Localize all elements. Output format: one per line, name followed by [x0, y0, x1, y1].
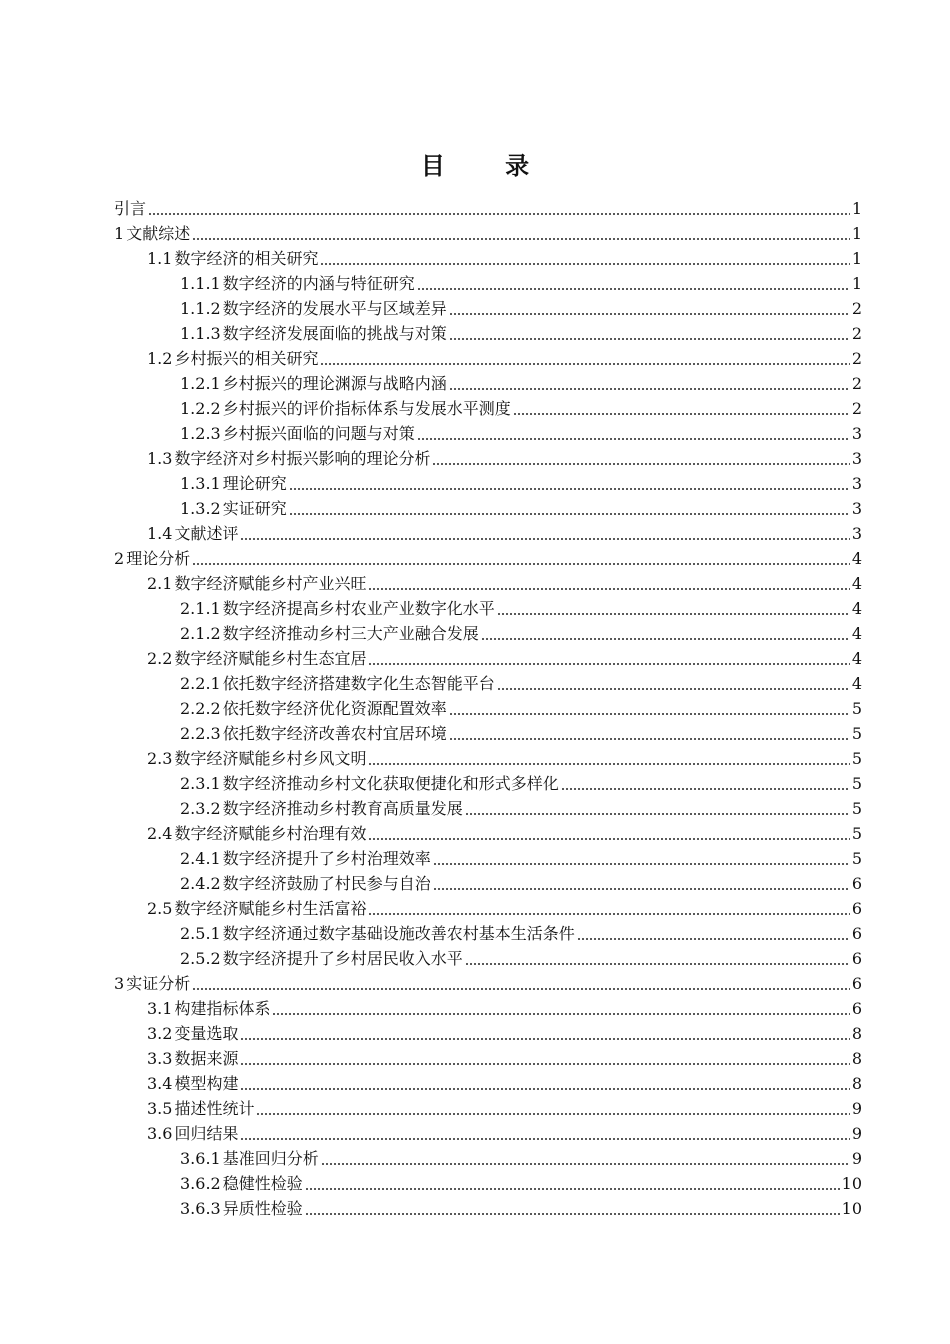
- toc-entry[interactable]: [114, 1044, 862, 1069]
- toc-entry-page: 5: [851, 774, 862, 793]
- dot-leader: [368, 663, 849, 665]
- toc-entry-number: 2.5.1: [180, 924, 221, 943]
- toc-entry-label: 数字经济发展面临的挑战与对策: [222, 324, 447, 343]
- toc-entry[interactable]: [114, 1144, 862, 1169]
- toc-entry[interactable]: [114, 394, 862, 419]
- dot-leader: [321, 1163, 850, 1165]
- toc-entry-label: 依托数字经济优化资源配置效率: [222, 699, 447, 718]
- toc-entry-page: 5: [851, 724, 862, 743]
- toc-entry-label: 数字经济赋能乡村生活富裕: [174, 899, 367, 918]
- toc-entry-number: 1.3.2: [180, 499, 221, 518]
- toc-entry[interactable]: [114, 1094, 862, 1119]
- toc-entry[interactable]: [114, 194, 862, 219]
- toc-entry[interactable]: [114, 844, 862, 869]
- toc-entry-number: 1.2.3: [180, 424, 221, 443]
- toc-entry-label: 变量选取: [174, 1024, 239, 1043]
- toc-entry-label: 文献综述: [126, 224, 191, 243]
- dot-leader: [449, 313, 850, 315]
- toc-entry[interactable]: [114, 594, 862, 619]
- toc-entry[interactable]: [114, 819, 862, 844]
- toc-entry-page: 5: [851, 749, 862, 768]
- dot-leader: [240, 538, 849, 540]
- toc-entry-number: 2.2.2: [180, 699, 221, 718]
- toc-entry-page: 3: [851, 449, 862, 468]
- toc-entry-page: 8: [851, 1024, 862, 1043]
- toc-entry-number: 2.4: [147, 824, 173, 843]
- toc-entry-page: 9: [851, 1149, 862, 1168]
- toc-entry-number: 2.4.1: [180, 849, 221, 868]
- toc-entry-page: 10: [841, 1199, 862, 1218]
- toc-entry-label: 实证研究: [222, 499, 287, 518]
- toc-entry-label: 构建指标体系: [174, 999, 271, 1018]
- toc-entry-page: 6: [851, 974, 862, 993]
- toc-entry[interactable]: [114, 219, 862, 244]
- toc-entry-label: 数字经济的发展水平与区域差异: [222, 299, 447, 318]
- toc-entry-label: 文献述评: [174, 524, 239, 543]
- dot-leader: [433, 888, 850, 890]
- toc-entry[interactable]: [114, 244, 862, 269]
- toc-entry-label: 数字经济提高乡村农业产业数字化水平: [222, 599, 495, 618]
- toc-entry-label: 稳健性检验: [222, 1174, 303, 1193]
- dot-leader: [449, 338, 850, 340]
- toc-entry-page: 5: [851, 849, 862, 868]
- toc-entry[interactable]: [114, 1194, 862, 1219]
- toc-entry-number: 1.4: [147, 524, 173, 543]
- dot-leader: [513, 413, 850, 415]
- toc-entry[interactable]: [114, 444, 862, 469]
- toc-entry-page: 1: [851, 249, 862, 268]
- toc-entry-page: 8: [851, 1049, 862, 1068]
- toc-entry-number: 3.6.2: [180, 1174, 221, 1193]
- dot-leader: [449, 713, 850, 715]
- toc-entry-label: 数字经济推动乡村教育高质量发展: [222, 799, 463, 818]
- toc-entry[interactable]: [114, 544, 862, 569]
- toc-entry-label: 数字经济赋能乡村治理有效: [174, 824, 367, 843]
- toc-entry-number: 2.1.1: [180, 599, 221, 618]
- dot-leader: [449, 388, 850, 390]
- toc-entry-number: 1.1.1: [180, 274, 221, 293]
- dot-leader: [449, 738, 850, 740]
- toc-entry-number: 2.2: [147, 649, 173, 668]
- toc-entry-label: 数字经济的内涵与特征研究: [222, 274, 415, 293]
- table-of-contents: [114, 194, 862, 1219]
- dot-leader: [368, 913, 849, 915]
- toc-entry-page: 9: [851, 1124, 862, 1143]
- toc-entry-number: 1.3: [147, 449, 173, 468]
- toc-entry-label: 数字经济赋能乡村产业兴旺: [174, 574, 367, 593]
- dot-leader: [497, 688, 850, 690]
- dot-leader: [417, 288, 850, 290]
- toc-entry-page: 4: [851, 599, 862, 618]
- toc-entry[interactable]: [114, 944, 862, 969]
- dot-leader: [417, 438, 850, 440]
- toc-entry-page: 8: [851, 1074, 862, 1093]
- dot-leader: [465, 813, 850, 815]
- toc-entry[interactable]: [114, 619, 862, 644]
- dot-leader: [561, 788, 850, 790]
- toc-entry-page: 9: [851, 1099, 862, 1118]
- toc-entry-label: 数字经济对乡村振兴影响的理论分析: [174, 449, 431, 468]
- toc-entry[interactable]: [114, 719, 862, 744]
- toc-entry-number: 3.6.1: [180, 1149, 221, 1168]
- toc-entry[interactable]: [114, 919, 862, 944]
- toc-entry-label: 依托数字经济搭建数字化生态智能平台: [222, 674, 495, 693]
- toc-entry[interactable]: [114, 344, 862, 369]
- toc-entry-number: 3: [114, 974, 125, 993]
- toc-entry-page: 10: [841, 1174, 862, 1193]
- dot-leader: [305, 1213, 840, 1215]
- toc-entry[interactable]: [114, 894, 862, 919]
- toc-entry[interactable]: [114, 569, 862, 594]
- toc-entry-page: 3: [851, 424, 862, 443]
- dot-leader: [368, 838, 849, 840]
- toc-entry-page: 4: [851, 574, 862, 593]
- dot-leader: [368, 763, 849, 765]
- toc-entry-label: 描述性统计: [174, 1099, 255, 1118]
- toc-entry-number: 3.4: [147, 1074, 173, 1093]
- toc-entry[interactable]: [114, 869, 862, 894]
- dot-leader: [305, 1188, 840, 1190]
- toc-entry-label: 数字经济鼓励了村民参与自治: [222, 874, 431, 893]
- toc-entry-page: 5: [851, 799, 862, 818]
- toc-entry-number: 2.2.1: [180, 674, 221, 693]
- toc-entry-number: 2.1: [147, 574, 173, 593]
- dot-leader: [289, 513, 850, 515]
- toc-entry[interactable]: [114, 1069, 862, 1094]
- toc-entry[interactable]: [114, 669, 862, 694]
- toc-entry[interactable]: [114, 794, 862, 819]
- toc-entry-page: 5: [851, 699, 862, 718]
- toc-entry-page: 6: [851, 874, 862, 893]
- toc-entry-page: 1: [851, 199, 862, 218]
- toc-entry-number: 2.4.2: [180, 874, 221, 893]
- dot-leader: [368, 588, 849, 590]
- toc-entry[interactable]: [114, 469, 862, 494]
- toc-entry[interactable]: [114, 1119, 862, 1144]
- toc-entry-label: 数字经济的相关研究: [174, 249, 319, 268]
- toc-entry-number: 1.2: [147, 349, 173, 368]
- toc-entry[interactable]: [114, 769, 862, 794]
- toc-entry-label: 数字经济通过数字基础设施改善农村基本生活条件: [222, 924, 575, 943]
- dot-leader: [240, 1063, 849, 1065]
- toc-entry-page: 2: [851, 349, 862, 368]
- dot-leader: [320, 363, 849, 365]
- toc-entry-page: 3: [851, 524, 862, 543]
- toc-entry-page: 4: [851, 649, 862, 668]
- toc-entry[interactable]: [114, 744, 862, 769]
- toc-entry-number: 1.3.1: [180, 474, 221, 493]
- toc-entry-page: 3: [851, 499, 862, 518]
- toc-entry-label: 依托数字经济改善农村宜居环境: [222, 724, 447, 743]
- toc-entry-number: 1.1: [147, 249, 173, 268]
- toc-entry-label: 数字经济推动乡村文化获取便捷化和形式多样化: [222, 774, 559, 793]
- toc-entry[interactable]: [114, 694, 862, 719]
- toc-entry-number: 2.3.1: [180, 774, 221, 793]
- dot-leader: [192, 988, 850, 990]
- toc-entry-label: 数字经济赋能乡村乡风文明: [174, 749, 367, 768]
- toc-entry-label: 模型构建: [174, 1074, 239, 1093]
- toc-entry-page: 3: [851, 474, 862, 493]
- dot-leader: [240, 1038, 849, 1040]
- dot-leader: [433, 863, 850, 865]
- toc-entry-page: 6: [851, 949, 862, 968]
- toc-entry-label: 理论研究: [222, 474, 287, 493]
- dot-leader: [481, 638, 850, 640]
- toc-entry-number: 3.1: [147, 999, 173, 1018]
- toc-entry-label: 实证分析: [126, 974, 191, 993]
- toc-entry[interactable]: [114, 994, 862, 1019]
- toc-entry-page: 5: [851, 824, 862, 843]
- toc-entry-number: 2.5.2: [180, 949, 221, 968]
- toc-entry-page: 2: [851, 299, 862, 318]
- dot-leader: [465, 963, 850, 965]
- dot-leader: [240, 1088, 849, 1090]
- toc-entry-page: 4: [851, 674, 862, 693]
- toc-entry-number: 2.3.2: [180, 799, 221, 818]
- toc-entry-page: 2: [851, 374, 862, 393]
- toc-entry-number: 2.3: [147, 749, 173, 768]
- page-title: 目 录: [420, 151, 556, 180]
- toc-entry-number: 1.1.2: [180, 299, 221, 318]
- dot-leader: [432, 463, 849, 465]
- toc-entry[interactable]: [114, 319, 862, 344]
- toc-entry-number: 1.2.1: [180, 374, 221, 393]
- toc-entry-number: 1.2.2: [180, 399, 221, 418]
- toc-entry-label: 数字经济提升了乡村治理效率: [222, 849, 431, 868]
- toc-entry-number: 1.1.3: [180, 324, 221, 343]
- toc-entry-number: 3.6: [147, 1124, 173, 1143]
- toc-entry[interactable]: [114, 269, 862, 294]
- toc-entry-page: 4: [851, 549, 862, 568]
- toc-entry-page: 2: [851, 399, 862, 418]
- dot-leader: [497, 613, 850, 615]
- toc-entry-number: 2.5: [147, 899, 173, 918]
- toc-entry-label: 乡村振兴面临的问题与对策: [222, 424, 415, 443]
- dot-leader: [256, 1113, 849, 1115]
- toc-entry-number: 3.6.3: [180, 1199, 221, 1218]
- toc-entry-page: 6: [851, 899, 862, 918]
- toc-entry-label: 引言: [114, 199, 147, 218]
- toc-entry-page: 6: [851, 999, 862, 1018]
- dot-leader: [577, 938, 850, 940]
- toc-entry-number: 3.3: [147, 1049, 173, 1068]
- toc-entry-label: 乡村振兴的理论渊源与战略内涵: [222, 374, 447, 393]
- toc-entry-label: 回归结果: [174, 1124, 239, 1143]
- toc-entry-label: 理论分析: [126, 549, 191, 568]
- toc-entry[interactable]: [114, 369, 862, 394]
- toc-entry-label: 数字经济推动乡村三大产业融合发展: [222, 624, 479, 643]
- dot-leader: [192, 563, 850, 565]
- dot-leader: [192, 238, 850, 240]
- dot-leader: [320, 263, 849, 265]
- dot-leader: [289, 488, 850, 490]
- toc-entry-label: 数字经济赋能乡村生态宜居: [174, 649, 367, 668]
- dot-leader: [148, 213, 850, 215]
- toc-entry-number: 2.2.3: [180, 724, 221, 743]
- toc-entry-label: 数据来源: [174, 1049, 239, 1068]
- toc-entry-page: 6: [851, 924, 862, 943]
- toc-entry-number: 2.1.2: [180, 624, 221, 643]
- toc-entry[interactable]: [114, 1169, 862, 1194]
- toc-entry-page: 4: [851, 624, 862, 643]
- toc-entry-number: 2: [114, 549, 125, 568]
- toc-entry-label: 乡村振兴的相关研究: [174, 349, 319, 368]
- toc-entry-number: 3.5: [147, 1099, 173, 1118]
- toc-entry[interactable]: [114, 1019, 862, 1044]
- toc-entry-page: 2: [851, 324, 862, 343]
- toc-entry-label: 基准回归分析: [222, 1149, 319, 1168]
- toc-entry-label: 乡村振兴的评价指标体系与发展水平测度: [222, 399, 511, 418]
- toc-entry[interactable]: [114, 419, 862, 444]
- dot-leader: [240, 1138, 849, 1140]
- toc-entry[interactable]: [114, 294, 862, 319]
- toc-entry-number: 3.2: [147, 1024, 173, 1043]
- dot-leader: [272, 1013, 849, 1015]
- toc-entry-page: 1: [851, 224, 862, 243]
- toc-entry-page: 1: [851, 274, 862, 293]
- toc-entry[interactable]: [114, 969, 862, 994]
- toc-entry-label: 数字经济提升了乡村居民收入水平: [222, 949, 463, 968]
- toc-entry[interactable]: [114, 494, 862, 519]
- toc-entry-label: 异质性检验: [222, 1199, 303, 1218]
- toc-entry[interactable]: [114, 519, 862, 544]
- toc-entry[interactable]: [114, 644, 862, 669]
- toc-entry-number: 1: [114, 224, 125, 243]
